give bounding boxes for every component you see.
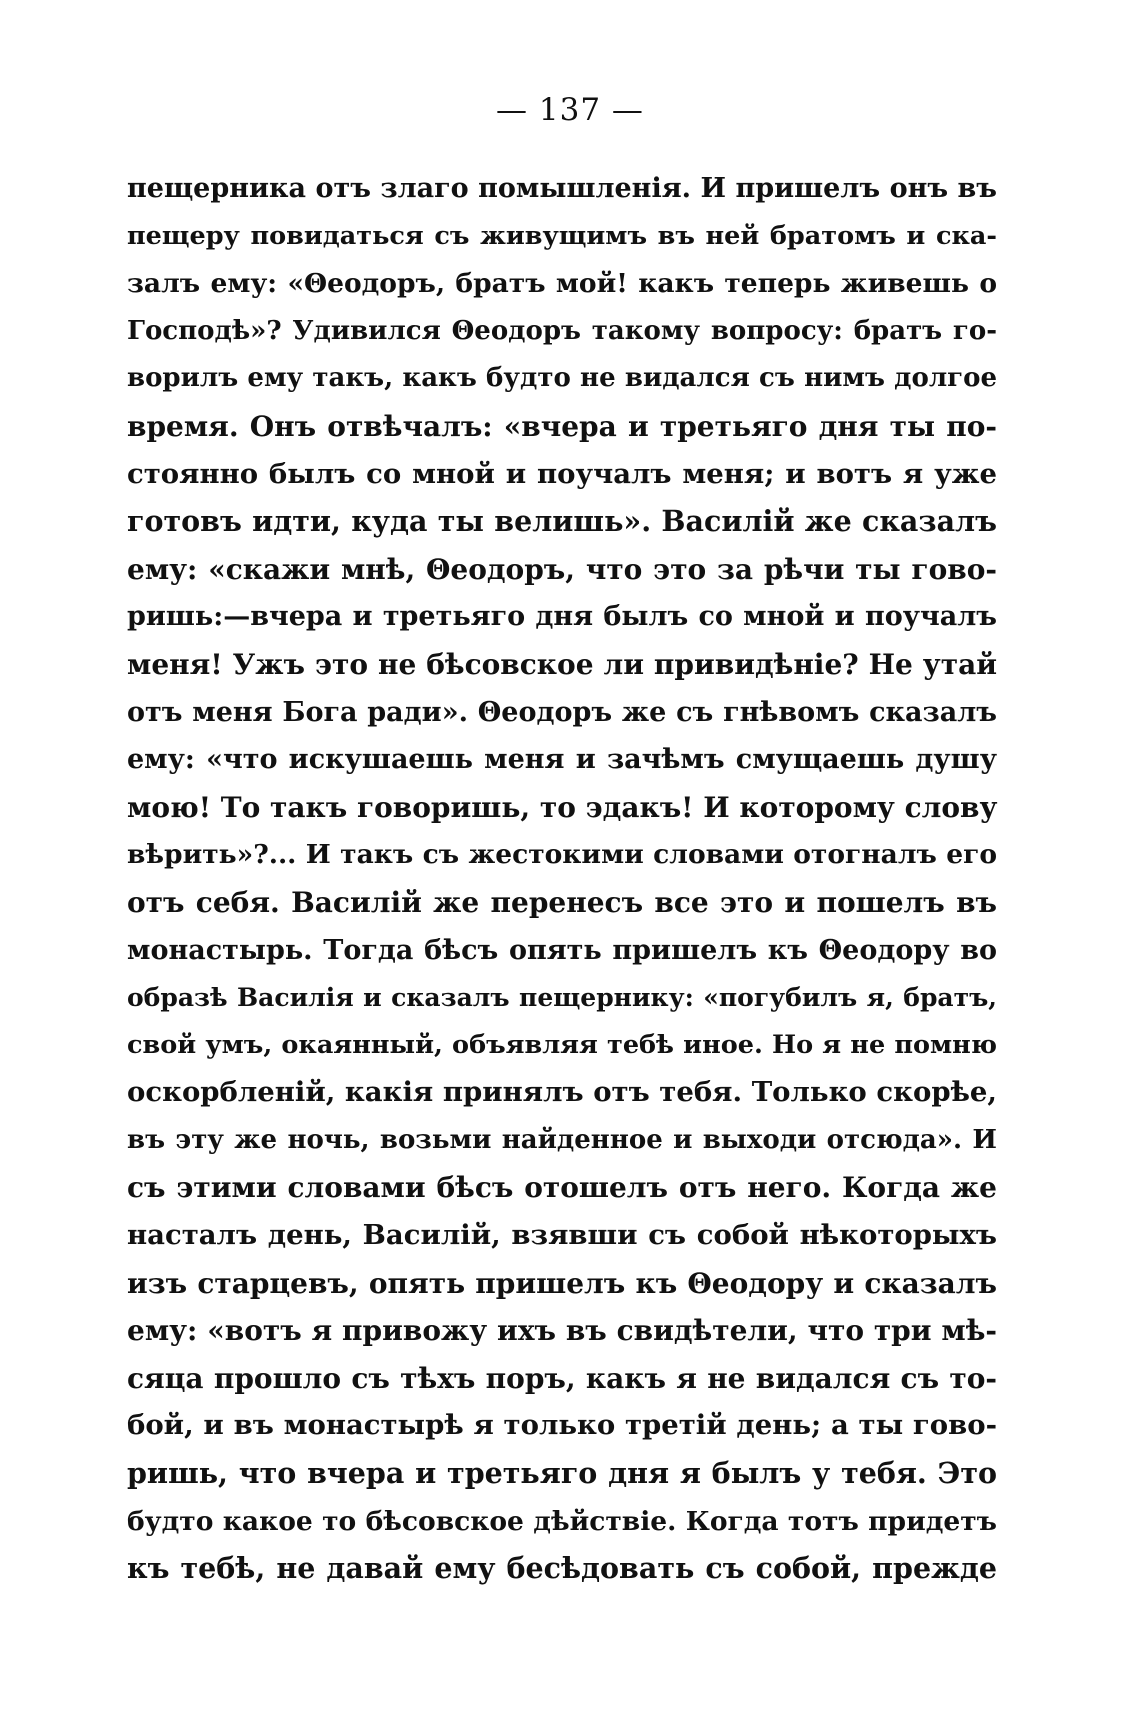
text-line: пещеру повидаться съ живущимъ въ ней братомъ и ска- — [127, 220, 997, 251]
text-line: оскорбленій, какія принялъ отъ тебя. Только скорѣе, — [127, 1076, 997, 1109]
text-line: вѣрить»?... И такъ съ жестокими словами отогналъ его — [127, 839, 997, 871]
text-line: бой, и въ монастырѣ я только третій день; а ты гово- — [127, 1409, 997, 1442]
text-line: меня! Ужъ это не бѣсовское ли привидѣніе? Не утай — [127, 647, 997, 681]
text-line: монастырь. Тогда бѣсъ опять пришелъ къ Θеодору во — [127, 934, 997, 966]
text-line: Господѣ»? Удивился Θеодоръ такому вопросу: братъ го- — [127, 315, 997, 346]
text-line: въ эту же ночь, возьми найденное и выходи отсюда». И — [127, 1124, 997, 1155]
text-line: ворилъ ему такъ, какъ будто не видался съ нимъ долгое — [127, 363, 997, 394]
text-line: ришь:—вчера и третьяго дня былъ со мной и поучалъ — [127, 601, 997, 633]
text-line: отъ себя. Василій же перенесъ все это и пошелъ въ — [127, 885, 997, 919]
text-line: свой умъ, окаянный, объявляя тебѣ иное. Но я не помню — [127, 1029, 997, 1060]
text-line: насталъ день, Василій, взявши съ собой нѣкоторыхъ — [127, 1219, 997, 1252]
text-line: готовъ идти, куда ты велишь». Василій же сказалъ — [127, 504, 997, 539]
text-line: мою! То такъ говоришь, то эдакъ! И которому слову — [127, 790, 998, 824]
text-line: ришь, что вчера и третьяго дня я былъ у тебя. Это — [127, 1456, 997, 1491]
text-line: образѣ Василія и сказалъ пещернику: «погубилъ я, братъ, — [127, 983, 997, 1013]
text-line: залъ ему: «Θеодоръ, братъ мой! какъ теперь живешь о — [127, 268, 997, 300]
text-line: ему: «вотъ я привожу ихъ въ свидѣтели, что три мѣ- — [127, 1314, 997, 1348]
text-line: съ этими словами бѣсъ отошелъ отъ него. Когда же — [127, 1171, 997, 1205]
page-number: — 137 — — [496, 92, 644, 128]
text-line: къ тебѣ, не давай ему бесѣдовать съ собой, прежде — [127, 1551, 997, 1586]
text-line: время. Онъ отвѣчалъ: «вчера и третьяго дня ты по- — [127, 409, 997, 443]
text-line: будто какое то бѣсовское дѣйствіе. Когда тотъ придетъ — [127, 1505, 997, 1537]
text-line: отъ меня Бога ради». Θеодоръ же съ гнѣвомъ сказалъ — [127, 696, 997, 728]
text-line: сяца прошло съ тѣхъ поръ, какъ я не видался съ то- — [127, 1361, 997, 1395]
text-line: изъ старцевъ, опять пришелъ къ Θеодору и сказалъ — [127, 1266, 997, 1300]
text-line: стоянно былъ со мной и поучалъ меня; и вотъ я уже — [127, 457, 997, 490]
text-line: ему: «скажи мнѣ, Θеодоръ, что это за рѣчи ты гово- — [127, 552, 997, 586]
text-line: ему: «что искушаешь меня и зачѣмъ смущаешь душу — [127, 744, 997, 776]
text-line: пещерника отъ злаго помышленія. И пришелъ онъ въ — [127, 173, 997, 204]
body-text — [127, 165, 997, 1593]
